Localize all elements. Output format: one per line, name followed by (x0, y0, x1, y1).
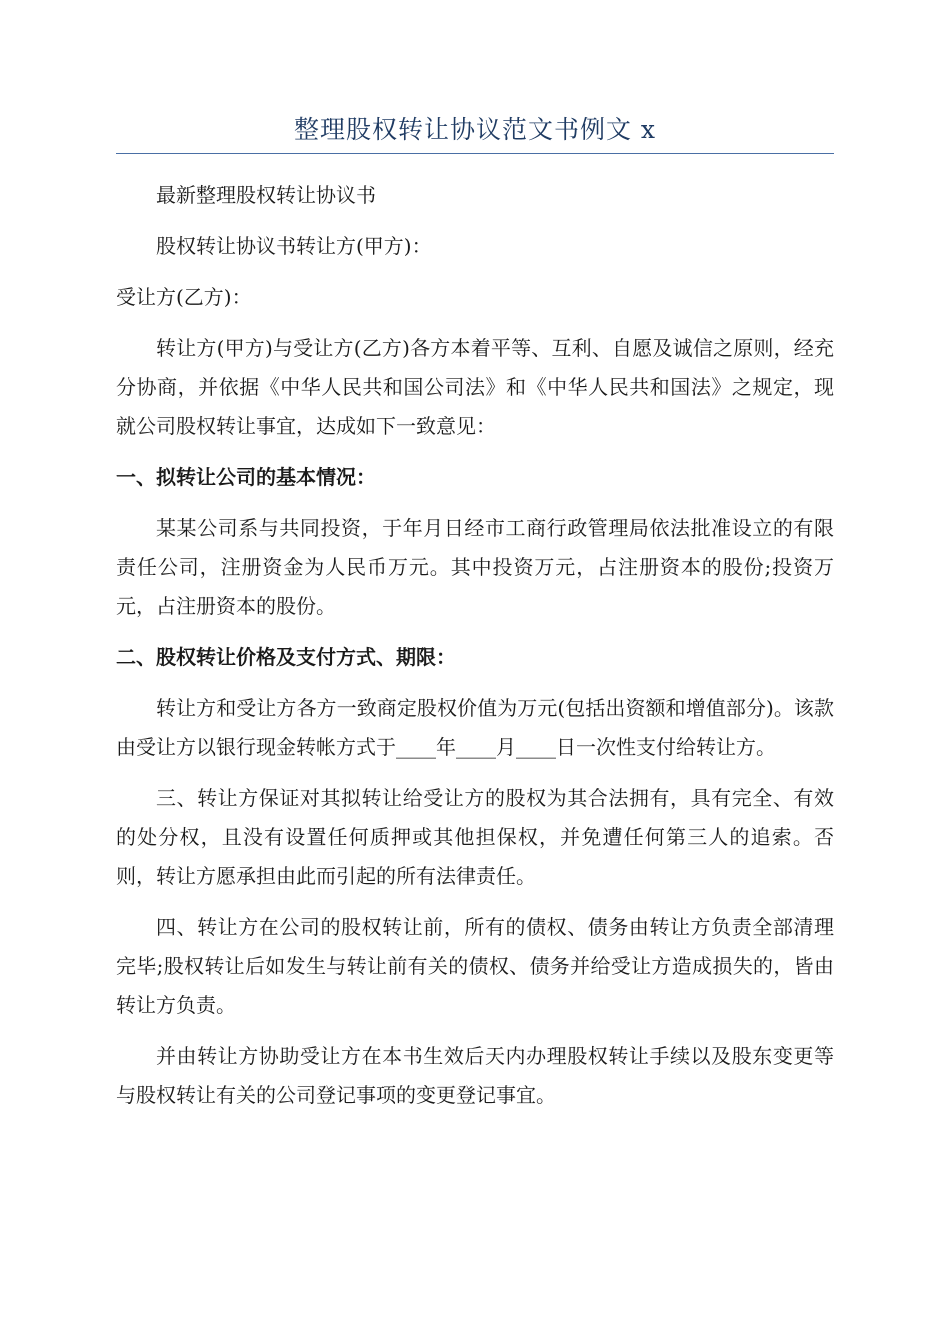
company-info-paragraph: 某某公司系与共同投资，于年月日经市工商行政管理局依法批准设立的有限责任公司，注册资金为人民币万元。其中投资万元，占注册资本的股份;投资万元，占注册资本的股份。 (116, 516, 834, 618)
preamble-paragraph: 转让方(甲方)与受让方(乙方)各方本着平等、互利、自愿及诚信之原则，经充分协商，并依据《中华人民共和国公司法》和《中华人民共和国法》之规定，现就公司股权转让事宜，达成如下一致意见： (116, 336, 834, 438)
section-heading-1: 一、拟转让公司的基本情况： (116, 465, 376, 489)
document-title: 整理股权转让协议范文书例文 x (293, 115, 657, 144)
price-payment-paragraph: 转让方和受让方各方一致商定股权价值为万元(包括出资额和增值部分)。该款由受让方以银行现金转帐方式于____年____月____日一次性支付给转让方。 (116, 696, 834, 759)
transferor-line: 股权转让协议书转让方(甲方)： (156, 234, 432, 258)
clause-4-paragraph: 四、转让方在公司的股权转让前，所有的债权、债务由转让方负责全部清理完毕;股权转让后如发生与转让前有关的债权、债务并给受让方造成损失的，皆由转让方负责。 (116, 915, 834, 1017)
section-heading-2: 二、股权转让价格及支付方式、期限： (116, 645, 456, 669)
clause-3-paragraph: 三、转让方保证对其拟转让给受让方的股权为其合法拥有，具有完全、有效的处分权，且没有设置任何质押或其他担保权，并免遭任何第三人的追索。否则，转让方愿承担由此而引起的所有法律责任。 (116, 786, 834, 888)
doc-subtitle: 最新整理股权转让协议书 (156, 183, 376, 207)
title-underline (116, 153, 834, 154)
registration-paragraph: 并由转让方协助受让方在本书生效后天内办理股权转让手续以及股东变更等与股权转让有关的公司登记事项的变更登记事宜。 (116, 1044, 834, 1107)
document-body (116, 176, 834, 1115)
transferee-line: 受让方(乙方)： (116, 285, 252, 309)
